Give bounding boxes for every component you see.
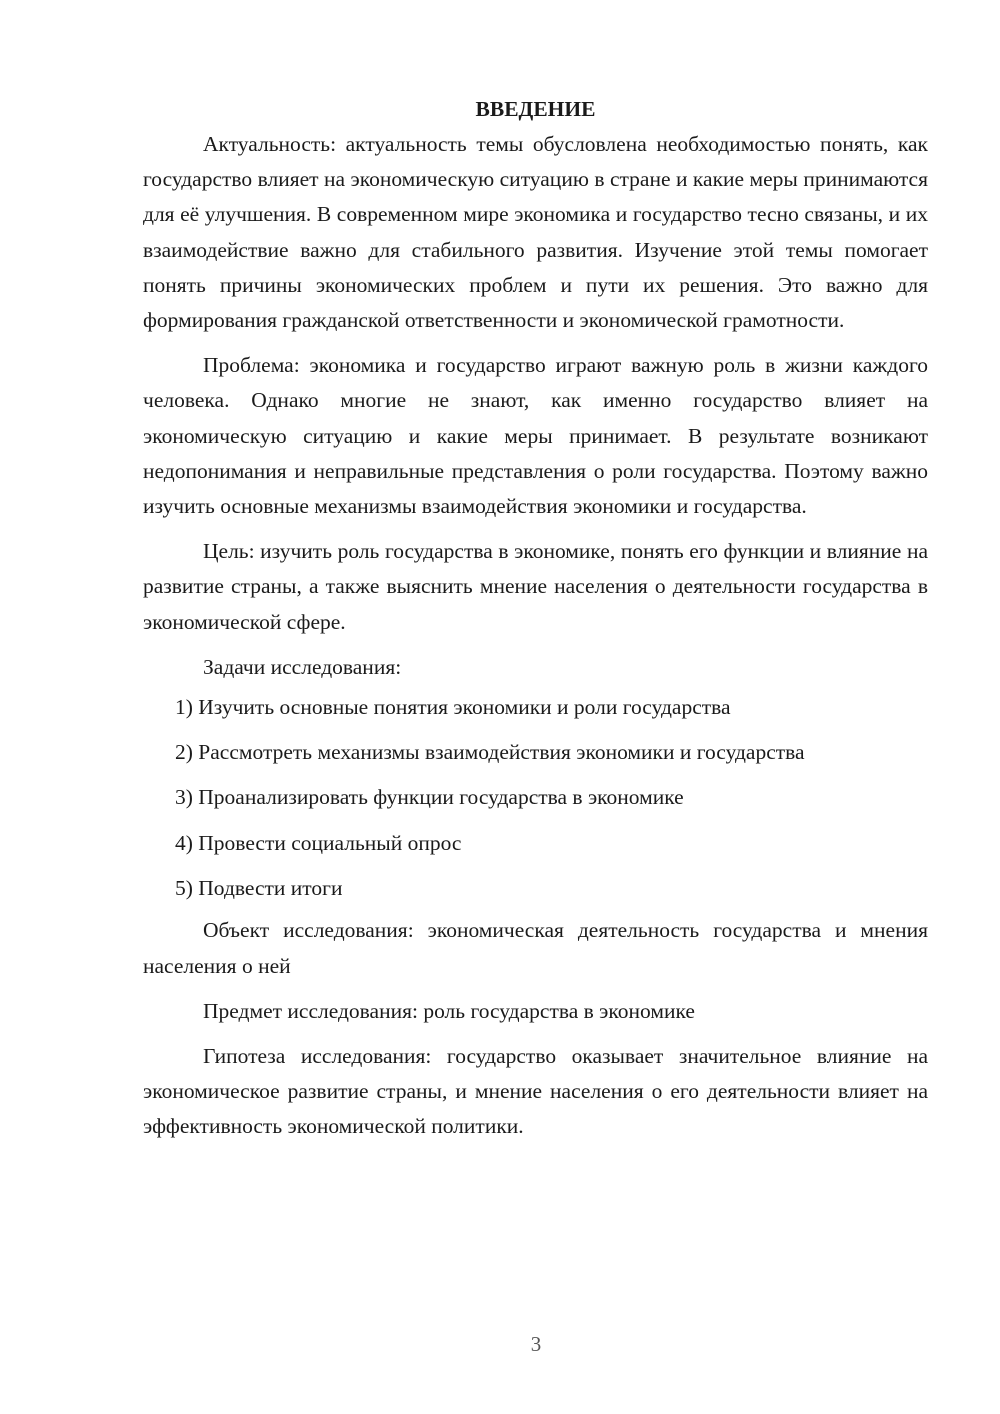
task-item: 2) Рассмотреть механизмы взаимодействия экономики и государства — [175, 740, 805, 765]
document-page — [143, 92, 928, 1145]
task-list — [143, 685, 928, 911]
task-item: 4) Провести социальный опрос — [175, 830, 462, 855]
task-item: 1) Изучить основные понятия экономики и роли государства — [175, 694, 731, 719]
paragraph-goal: Цель: изучить роль государства в экономике, понять его функции и влияние на развитие страны, а также выяснить мнение населения о деятельности государства в экономической сфере. — [143, 539, 928, 634]
task-item: 3) Проанализировать функции государства в экономике — [175, 785, 684, 810]
paragraph-hypothesis: Гипотеза исследования: государство оказывает значительное влияние на экономическое развитие страны, и мнение населения о его деятельности влияет на эффективность экономической политики. — [143, 1043, 928, 1139]
paragraph-gap — [143, 338, 928, 348]
paragraph-problem: Проблема: экономика и государство играют важную роль в жизни каждого человека. Однако многие не знают, как именно государство влияет на экономическую ситуацию и какие меры принимает. В результате возникают недопонимания и неправильные представления о роли государства. Поэтому важно изучить основные механизмы взаимодействия экономики и государства. — [143, 353, 928, 519]
paragraph-relevance: Актуальность: актуальность темы обусловлена необходимостью понять, как государство влияет на экономическую ситуацию в стране и какие меры принимаются для её улучшения. В современном мире экономика и государство тесно связаны, и их взаимодействие важно для стабильного развития. Изучение этой темы помогает понять причины экономических проблем и пути их решения. Это важно для формирования гражданской ответственности и экономической грамотности. — [143, 132, 928, 333]
paragraph-gap — [143, 984, 928, 994]
tasks-heading: Задачи исследования: — [203, 654, 402, 679]
task-item: 5) Подвести итоги — [175, 876, 343, 901]
paragraph-gap — [143, 524, 928, 534]
page-number: 3 — [530, 1332, 542, 1356]
paragraph-gap — [143, 640, 928, 650]
paragraph-object: Объект исследования: экономическая деятельность государства и мнения населения о ней — [143, 918, 928, 978]
page-title: ВВЕДЕНИЕ — [475, 97, 596, 121]
paragraph-gap — [143, 1029, 928, 1039]
paragraph-subject: Предмет исследования: роль государства в экономике — [203, 998, 695, 1023]
